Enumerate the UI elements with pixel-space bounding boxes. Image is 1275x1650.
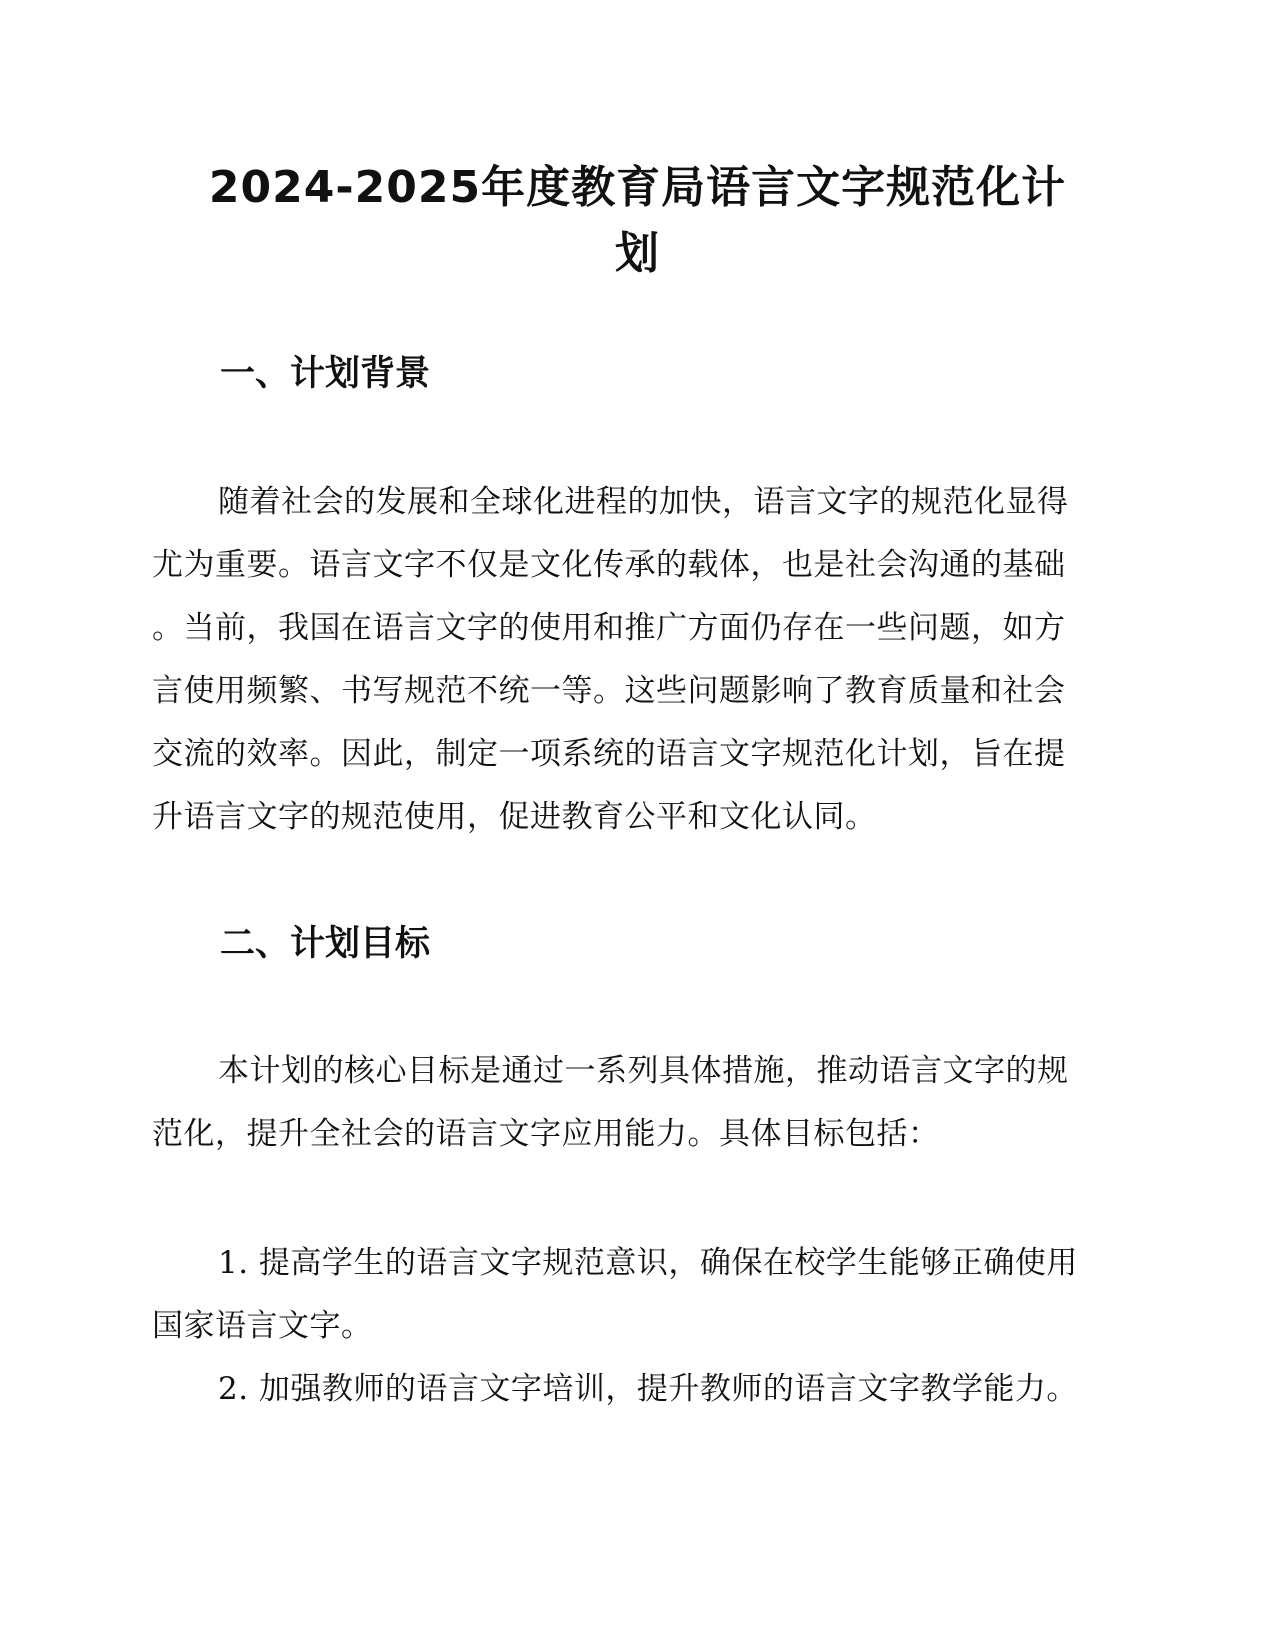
paragraph-line: 本计划的核心目标是通过一系列具体措施，推动语言文字的规	[218, 1053, 1069, 1089]
paragraph-line: 范化，提升全社会的语言文字应用能力。具体目标包括：	[152, 1116, 940, 1152]
paragraph-line: 交流的效率。因此，制定一项系统的语言文字规范化计划，旨在提	[152, 736, 1066, 772]
paragraph-line: 尤为重要。语言文字不仅是文化传承的载体，也是社会沟通的基础	[152, 547, 1066, 583]
paragraph-line: 随着社会的发展和全球化进程的加快，语言文字的规范化显得	[218, 484, 1069, 520]
document-title	[150, 155, 1125, 287]
section-heading-background: 一、计划背景	[220, 354, 431, 394]
list-item-line: 1. 提高学生的语言文字规范意识，确保在校学生能够正确使用	[218, 1245, 1078, 1281]
section-heading-goals: 二、计划目标	[220, 924, 431, 964]
paragraph-line: 。当前，我国在语言文字的使用和推广方面仍存在一些问题，如方	[152, 610, 1066, 646]
title-line-1: 2024-2025年度教育局语言文字规范化计	[208, 162, 1067, 213]
list-item-line: 2. 加强教师的语言文字培训，提升教师的语言文字教学能力。	[218, 1371, 1078, 1407]
paragraph-line: 升语言文字的规范使用，促进教育公平和文化认同。	[152, 799, 877, 835]
paragraph-line: 言使用频繁、书写规范不统一等。这些问题影响了教育质量和社会	[152, 673, 1066, 709]
list-item-line: 国家语言文字。	[152, 1308, 373, 1344]
title-line-2: 划	[615, 228, 660, 279]
